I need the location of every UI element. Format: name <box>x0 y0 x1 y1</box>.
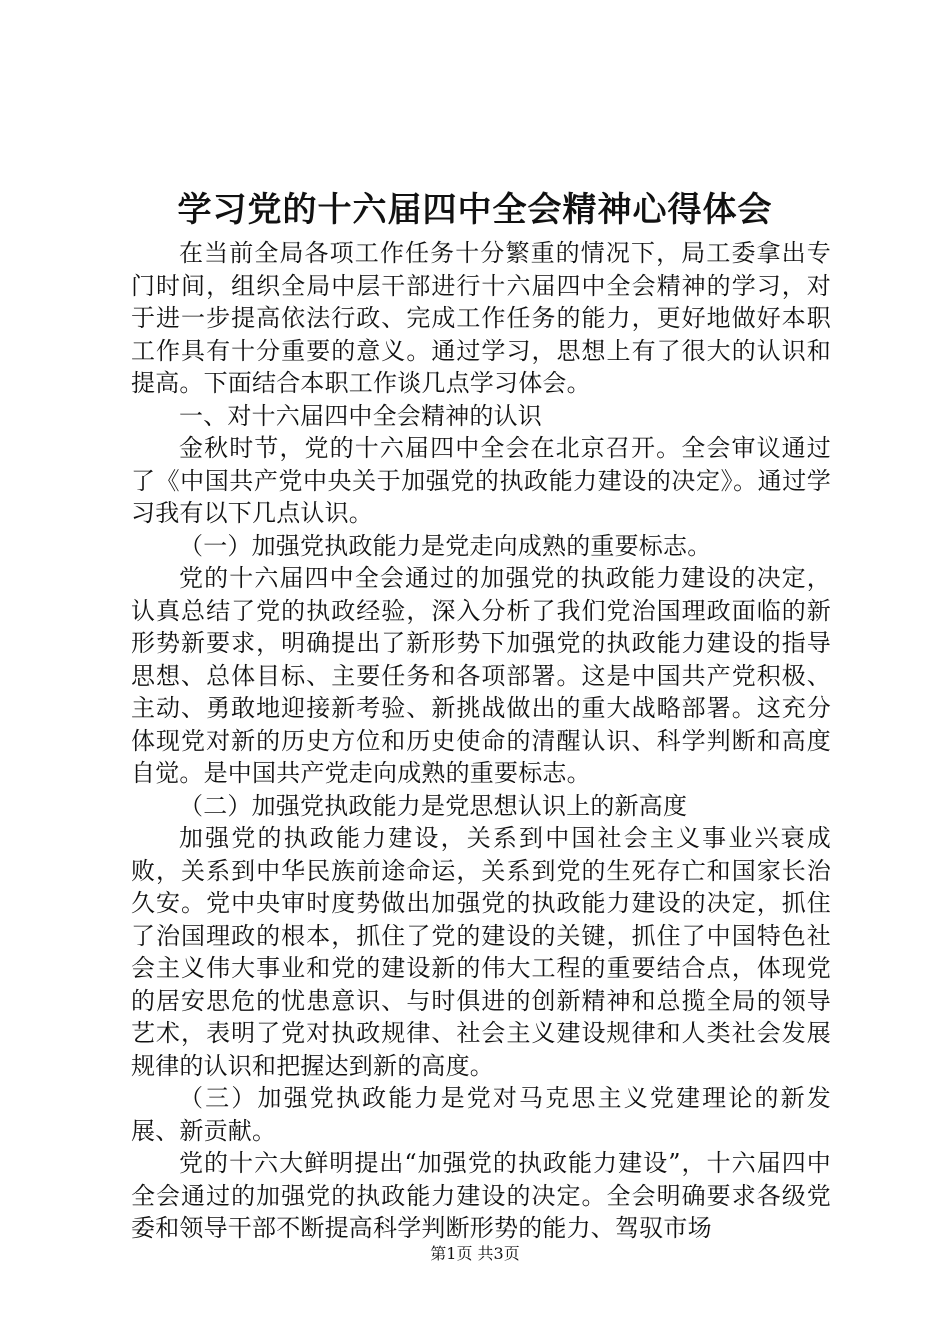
subheading-3: （三）加强党执政能力是党对马克思主义党建理论的新发展、新贡献。 <box>131 1084 831 1145</box>
page-footer: 第1页 共3页 <box>430 1244 520 1263</box>
subheading-2: （二）加强党执政能力是党思想认识上的新高度 <box>179 791 688 820</box>
document-body <box>131 237 831 1245</box>
subheading-1: （一）加强党执政能力是党走向成熟的重要标志。 <box>179 531 712 560</box>
section-heading-1: 一、对十六届四中全会精神的认识 <box>179 401 542 430</box>
paragraph-2: 党的十六届四中全会通过的加强党的执政能力建设的决定，认真总结了党的执政经验，深入分析了我们党治国理政面临的新形势新要求，明确提出了新形势下加强党的执政能力建设的指导思想、总体目标、主要任务和各项部署。这是中国共产党积极、主动、勇敢地迎接新考验、新挑战做出的重大战略部署。这充分体现党对新的历史方位和历史使命的清醒认识、科学判断和高度自觉。是中国共产党走向成熟的重要标志。 <box>131 564 831 787</box>
paragraph-intro: 在当前全局各项工作任务十分繁重的情况下，局工委拿出专门时间，组织全局中层干部进行十六届四中全会精神的学习，对于进一步提高依法行政、完成工作任务的能力，更好地做好本职工作具有十分重要的意义。通过学习，思想上有了很大的认识和提高。下面结合本职工作谈几点学习体会。 <box>131 239 831 397</box>
paragraph-4: 党的十六大鲜明提出“加强党的执政能力建设”，十六届四中全会通过的加强党的执政能力建设的决定。全会明确要求各级党委和领导干部不断提高科学判断形势的能力、驾驭市场 <box>131 1149 831 1242</box>
document-title: 学习党的十六届四中全会精神心得体会 <box>177 190 773 230</box>
paragraph-3: 加强党的执政能力建设，关系到中国社会主义事业兴衰成败，关系到中华民族前途命运，关系到党的生死存亡和国家长治久安。党中央审时度势做出加强党的执政能力建设的决定，抓住了治国理政的根本，抓住了党的建设的关键，抓住了中国特色社会主义伟大事业和党的建设新的伟大工程的重要结合点，体现党的居安思危的忧患意识、与时俱进的创新精神和总揽全局的领导艺术，表明了党对执政规律、社会主义建设规律和人类社会发展规律的认识和把握达到新的高度。 <box>131 824 831 1080</box>
paragraph-1: 金秋时节，党的十六届四中全会在北京召开。全会审议通过了《中国共产党中央关于加强党的执政能力建设的决定》。通过学习我有以下几点认识。 <box>131 434 831 527</box>
